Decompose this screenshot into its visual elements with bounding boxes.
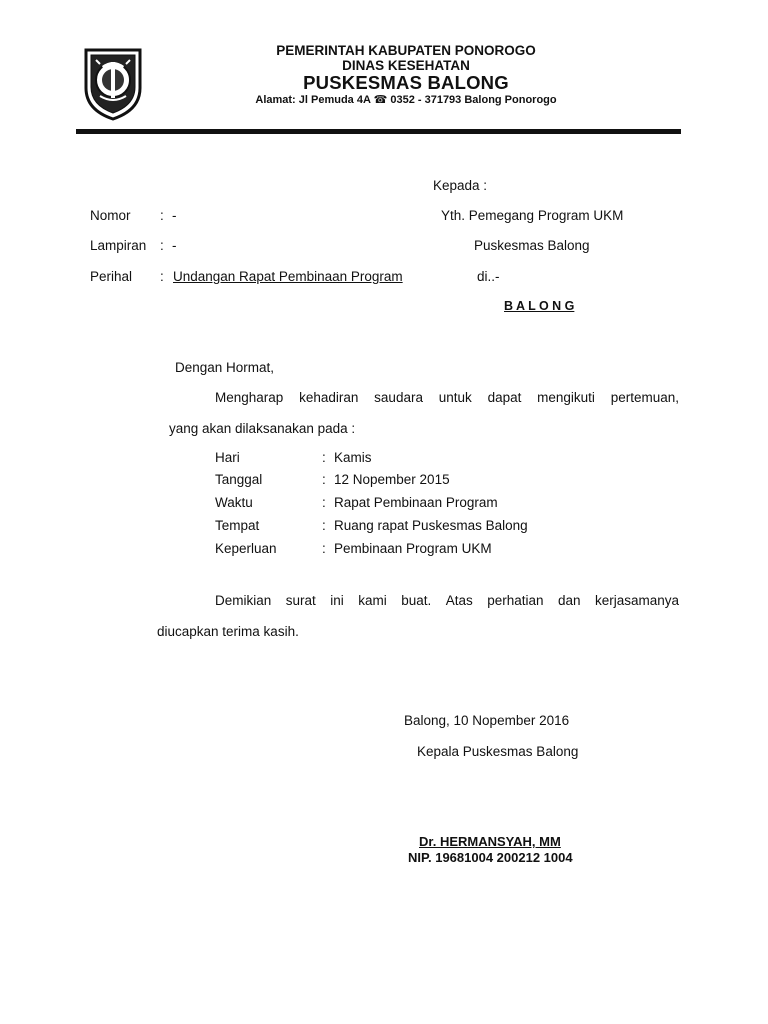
detail-label-hari: Hari xyxy=(215,450,240,465)
closing-word: ini xyxy=(330,593,344,608)
address-suffix: 0352 - 371793 Balong Ponorogo xyxy=(390,94,557,106)
kop-address xyxy=(166,93,646,106)
closing-word: perhatian xyxy=(487,593,544,608)
closing-word: kerjasamanya xyxy=(594,593,679,608)
recipient-kepada: Kepada : xyxy=(433,178,488,193)
detail-separator: : xyxy=(322,495,326,510)
address-prefix: Alamat: Jl Pemuda 4A xyxy=(255,94,371,106)
paragraph-1-line-1 xyxy=(215,390,679,405)
paragraph-word: saudara xyxy=(374,390,423,405)
detail-value-waktu: Rapat Pembinaan Program xyxy=(334,495,498,510)
detail-label-keperluan: Keperluan xyxy=(215,541,277,556)
nomor-value: - xyxy=(172,208,177,223)
detail-label-tempat: Tempat xyxy=(215,518,260,533)
paragraph-word: mengikuti xyxy=(537,390,595,405)
paragraph-word: untuk xyxy=(438,390,472,405)
paragraph-word: dapat xyxy=(487,390,522,405)
perihal-value: Undangan Rapat Pembinaan Program xyxy=(173,269,403,284)
lampiran-label: Lampiran xyxy=(90,238,147,253)
recipient-city: B A L O N G xyxy=(504,299,575,313)
closing-word: kami xyxy=(358,593,387,608)
detail-label-tanggal: Tanggal xyxy=(215,472,263,487)
perihal-separator: : xyxy=(160,269,164,284)
kop-government: PEMERINTAH KABUPATEN PONOROGO xyxy=(276,43,536,58)
closing-word: buat. xyxy=(401,593,432,608)
detail-label-waktu: Waktu xyxy=(215,495,253,510)
detail-separator: : xyxy=(322,518,326,533)
detail-value-keperluan: Pembinaan Program UKM xyxy=(334,541,492,556)
greeting: Dengan Hormat, xyxy=(175,360,275,375)
paragraph-word: kehadiran xyxy=(299,390,359,405)
detail-value-tanggal: 12 Nopember 2015 xyxy=(334,472,450,487)
closing-word: Demikian xyxy=(215,593,272,608)
signature-nip: NIP. 19681004 200212 1004 xyxy=(408,850,573,865)
closing-word: surat xyxy=(285,593,316,608)
kop-institution: PUSKESMAS BALONG xyxy=(303,72,509,93)
lampiran-value: - xyxy=(172,238,177,253)
closing-line-2: diucapkan terima kasih. xyxy=(157,624,299,639)
paragraph-word: pertemuan, xyxy=(610,390,679,405)
phone-icon: ☎ xyxy=(373,94,388,106)
recipient-di: di..- xyxy=(477,269,500,284)
signature-position: Kepala Puskesmas Balong xyxy=(417,744,579,759)
lampiran-separator: : xyxy=(160,238,164,253)
nomor-separator: : xyxy=(160,208,164,223)
header-divider xyxy=(76,129,681,134)
signature-place-date: Balong, 10 Nopember 2016 xyxy=(404,713,570,728)
paragraph-word: Mengharap xyxy=(215,390,284,405)
kop-department: DINAS KESEHATAN xyxy=(342,58,470,73)
detail-separator: : xyxy=(322,541,326,556)
closing-word: Atas xyxy=(445,593,473,608)
recipient-org: Puskesmas Balong xyxy=(474,238,590,253)
paragraph-1-line-2: yang akan dilaksanakan pada : xyxy=(169,421,356,436)
recipient-yth: Yth. Pemegang Program UKM xyxy=(441,208,624,223)
nomor-label: Nomor xyxy=(90,208,131,223)
detail-value-tempat: Ruang rapat Puskesmas Balong xyxy=(334,518,528,533)
closing-line-1 xyxy=(215,593,679,608)
closing-word: dan xyxy=(557,593,581,608)
ponorogo-emblem-logo xyxy=(78,44,148,122)
perihal-label: Perihal xyxy=(90,269,133,284)
detail-separator: : xyxy=(322,472,326,487)
signature-name: Dr. HERMANSYAH, MM xyxy=(419,834,561,849)
detail-value-hari: Kamis xyxy=(334,450,372,465)
detail-separator: : xyxy=(322,450,326,465)
